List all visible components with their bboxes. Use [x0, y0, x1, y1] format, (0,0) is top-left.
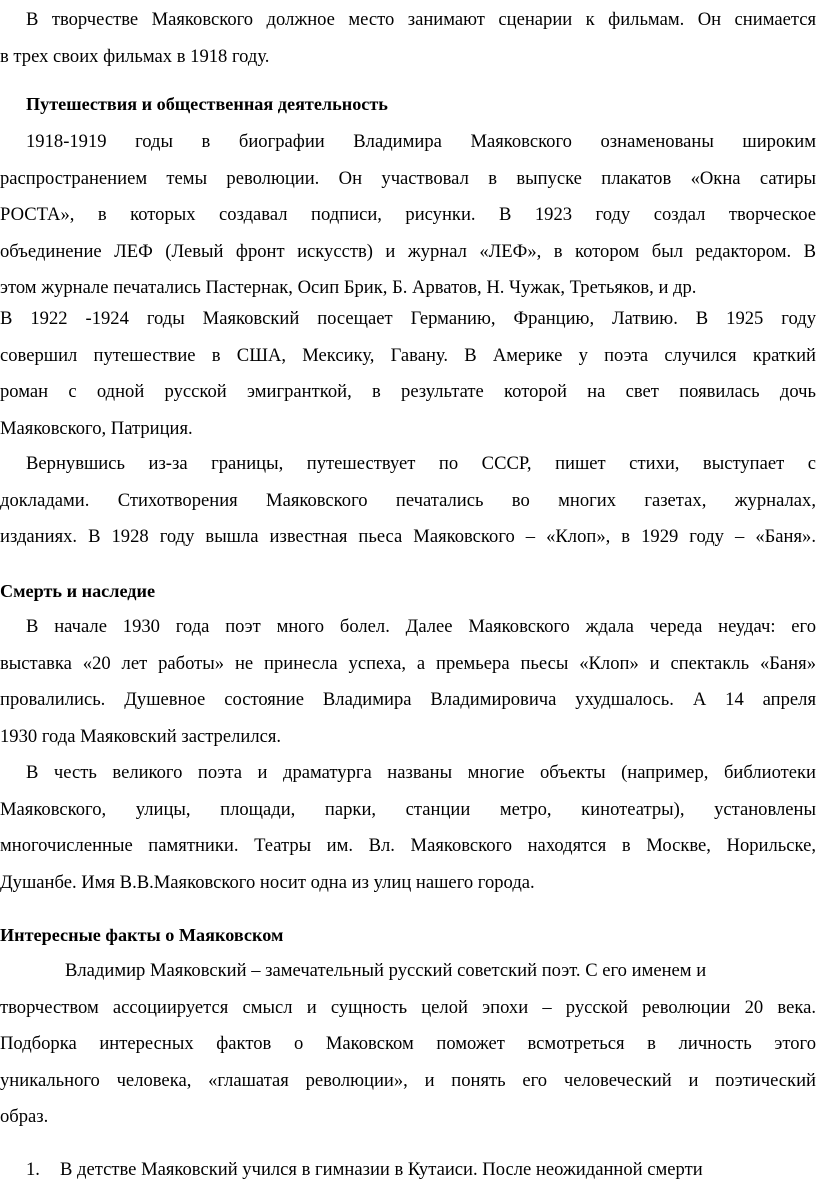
- text-line: 1918-1919 годы в биографии Владимира Маяковского ознаменованы широким: [26, 131, 816, 152]
- list-text: В детстве Маяковский учился в гимназии в Кутаиси. После неожиданной смерти: [60, 1159, 703, 1180]
- text-line: изданиях. В 1928 году вышла известная пьеса Маяковского – «Клоп», в 1929 году – «Баня».: [0, 526, 816, 547]
- paragraph-revolution: [0, 124, 816, 307]
- text-line: Маяковского, улицы, площади, парки, станции метро, кинотеатры), установлены: [0, 798, 816, 820]
- text-line: Подборка интересных фактов о Маковском поможет всмотреться в личность этого: [0, 1033, 816, 1054]
- heading-facts: [0, 917, 816, 954]
- text-line: Маяковского, Патриция.: [0, 417, 193, 439]
- text-line: Душанбе. Имя В.В.Маяковского носит одна из улиц нашего города.: [0, 871, 535, 893]
- text-line: многочисленные памятники. Театры им. Вл. Маяковского находятся в Москве, Норильске,: [0, 835, 816, 856]
- text-line: докладами. Стихотворения Маяковского печатались во многих газетах, журналах,: [0, 489, 816, 511]
- paragraph-intro-facts: [0, 953, 816, 1136]
- text-line: этом журнале печатались Пастернак, Осип Брик, Б. Арватов, Н. Чужак, Третьяков, и др.: [0, 277, 697, 298]
- text-line: Владимир Маяковский – замечательный русский советский поэт. С его именем и: [65, 960, 707, 981]
- text-line: распространением темы революции. Он участвовал в выпуске плакатов «Окна сатиры: [0, 167, 816, 189]
- text-line: провалились. Душевное состояние Владимира Владимировича ухудшалось. А 14 апреля: [0, 689, 816, 710]
- text-line: совершил путешествие в США, Мексику, Гавану. В Америке у поэта случился краткий: [0, 344, 816, 366]
- paragraph-film-scripts: [0, 2, 816, 75]
- text-line: образ.: [0, 1106, 49, 1127]
- paragraph-travels: [0, 301, 816, 447]
- text-line: В честь великого поэта и драматурга названы многие объекты (например, библиотеки: [26, 762, 816, 783]
- paragraph-legacy: [0, 755, 816, 901]
- paragraph-return: [0, 446, 816, 556]
- text-line: объединение ЛЕФ (Левый фронт искусств) и журнал «ЛЕФ», в котором был редактором. В: [0, 240, 816, 262]
- text-line: уникального человека, «глашатая революции», и понять его человеческий и поэтический: [0, 1069, 816, 1091]
- list-number: 1.: [26, 1159, 40, 1180]
- text-line: выставка «20 лет работы» не принесла успеха, а премьера пьесы «Клоп» и спектакль «Баня»: [0, 652, 816, 674]
- text-line: в трех своих фильмах в 1918 году.: [0, 45, 270, 67]
- paragraph-death: [0, 609, 816, 755]
- section-heading: Смерть и наследие: [0, 581, 156, 601]
- text-line: творчеством ассоциируется смысл и сущность целой эпохи – русской революции 20 века.: [0, 996, 816, 1018]
- section-heading: Интересные факты о Маяковском: [0, 925, 284, 945]
- heading-travel: [0, 86, 816, 123]
- text-line: роман с одной русской эмигранткой, в результате которой на свет появилась дочь: [0, 381, 816, 402]
- text-line: В 1922 -1924 годы Маяковский посещает Германию, Францию, Латвию. В 1925 году: [0, 308, 816, 329]
- text-line: В начале 1930 года поэт много болел. Далее Маяковского ждала череда неудач: его: [26, 616, 816, 637]
- text-line: 1930 года Маяковский застрелился.: [0, 725, 282, 747]
- text-line: В творчестве Маяковского должное место занимают сценарии к фильмам. Он снимается: [26, 9, 816, 30]
- list-item: [0, 1152, 816, 1188]
- text-line: Вернувшись из-за границы, путешествует по СССР, пишет стихи, выступает с: [26, 453, 816, 474]
- heading-death: [0, 573, 816, 610]
- text-line: РОСТА», в которых создавал подписи, рисунки. В 1923 году создал творческое: [0, 204, 816, 225]
- section-heading: Путешествия и общественная деятельность: [26, 94, 388, 114]
